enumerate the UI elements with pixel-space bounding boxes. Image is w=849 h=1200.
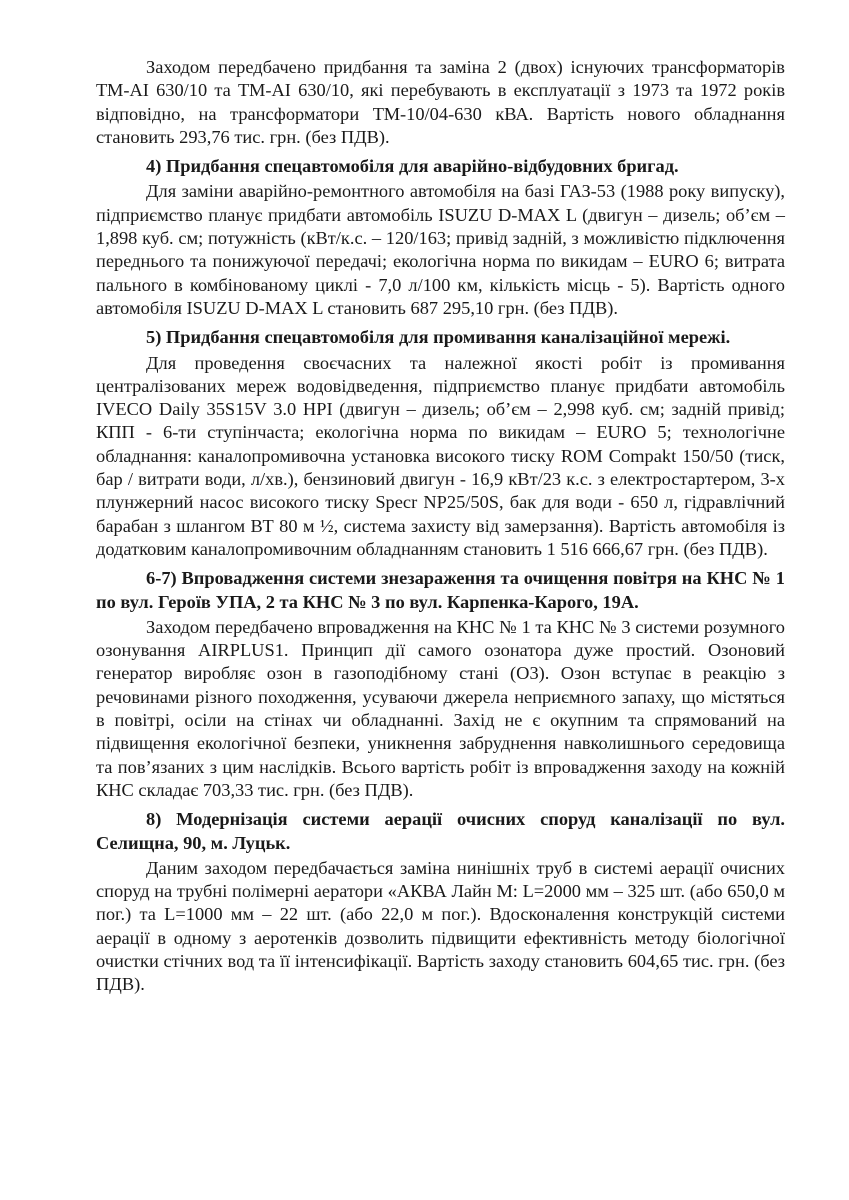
paragraph-item-4: Для заміни аварійно-ремонтного автомобіля на базі ГАЗ-53 (1988 року випуску), підприємство планує придбати автомобіль ISUZU D-MAX L (двигун – дизель; об’єм – 1,898 куб. см; потужність (кВт/к.с. – 120/163; привід задній, з можливістю підключення переднього та понижуючої передачі; екологічна норма по викидам – EURO 6; витрата пального в комбінованому циклі - 7,0 л/100 км, кількість місць - 5). Вартість одного автомобіля ISUZU D-MAX L становить 687 295,10 грн. (без ПДВ). (96, 181, 785, 318)
heading-item-6-7: 6-7) Впровадження системи знезараження та очищення повітря на КНС № 1 по вул. Героїв УПА, 2 та КНС № 3 по вул. Карпенка-Карого, 19А. (96, 568, 785, 612)
paragraph-item-5: Для проведення своєчасних та належної якості робіт із промивання централізованих мереж водовідведення, підприємство планує придбати автомобіль IVECO Daily 35S15V 3.0 HPI (двигун – дизель; об’єм – 2,998 куб. см; задній привід; КПП - 6-ти ступінчаста; екологічна норма по викидам – EURO 5; технологічне обладнання: каналопромивочна установка високого тиску ROM Compakt 150/50 (тиск, бар / витрати води, л/хв.), бензиновий двигун - 16,9 кВт/23 к.с. з електростартером, 3-х плунжерний насос високого тиску Specr NP25/50S, бак для води - 650 л, гідравлічний барабан з шлангом ВТ 80 м ½, система захисту від замерзання). Вартість автомобіля із додатковим каналопромивочним обладнанням становить 1 516 666,67 грн. (без ПДВ). (96, 352, 785, 559)
heading-item-4: 4) Придбання спецавтомобіля для аварійно-відбудовних бригад. (146, 156, 679, 177)
heading-item-8: 8) Модернізація системи аерації очисних споруд каналізації по вул. Селищна, 90, м. Луцьк. (96, 809, 785, 853)
heading-item-5: 5) Придбання спецавтомобіля для промивання каналізаційної мережі. (146, 327, 731, 348)
paragraph-transformers: Заходом передбачено придбання та заміна 2 (двох) існуючих трансформаторів ТМ-АІ 630/10 та ТМ-АІ 630/10, які перебувають в експлуатації з 1973 та 1972 років відповідно, на трансформатори ТМ-10/04-630 кВА. Вартість нового обладнання становить 293,76 тис. грн. (без ПДВ). (96, 57, 785, 147)
paragraph-item-6-7: Заходом передбачено впровадження на КНС № 1 та КНС № 3 системи розумного озонування AIRPLUS1. Принцип дії самого озонатора дуже простий. Озоновий генератор виробляє озон в газоподібному стані (О3). Озон вступає в реакцію з речовинами різного походження, усуваючи джерела неприємного запаху, що містяться в повітрі, осіли на стінах чи обладнанні. Захід не є окупним та спрямований на підвищення екологічної безпеки, уникнення забруднення навколишнього середовища та пов’язаних з цим наслідків. Всього вартість робіт із впровадження заходу на кожній КНС складає 703,33 тис. грн. (без ПДВ). (96, 616, 785, 800)
paragraph-item-8: Даним заходом передбачається заміна нинішніх труб в системі аерації очисних споруд на трубні полімерні аератори «АКВА Лайн М: L=2000 мм – 325 шт. (або 650,0 м пог.) та L=1000 мм – 22 шт. (або 22,0 м пог.). Вдосконалення конструкцій системи аерації в одному з аеротенків дозволить підвищити ефективність методу біологічної очистки стічних вод та її інтенсифікації. Вартість заходу становить 604,65 тис. грн. (без ПДВ). (96, 857, 785, 995)
